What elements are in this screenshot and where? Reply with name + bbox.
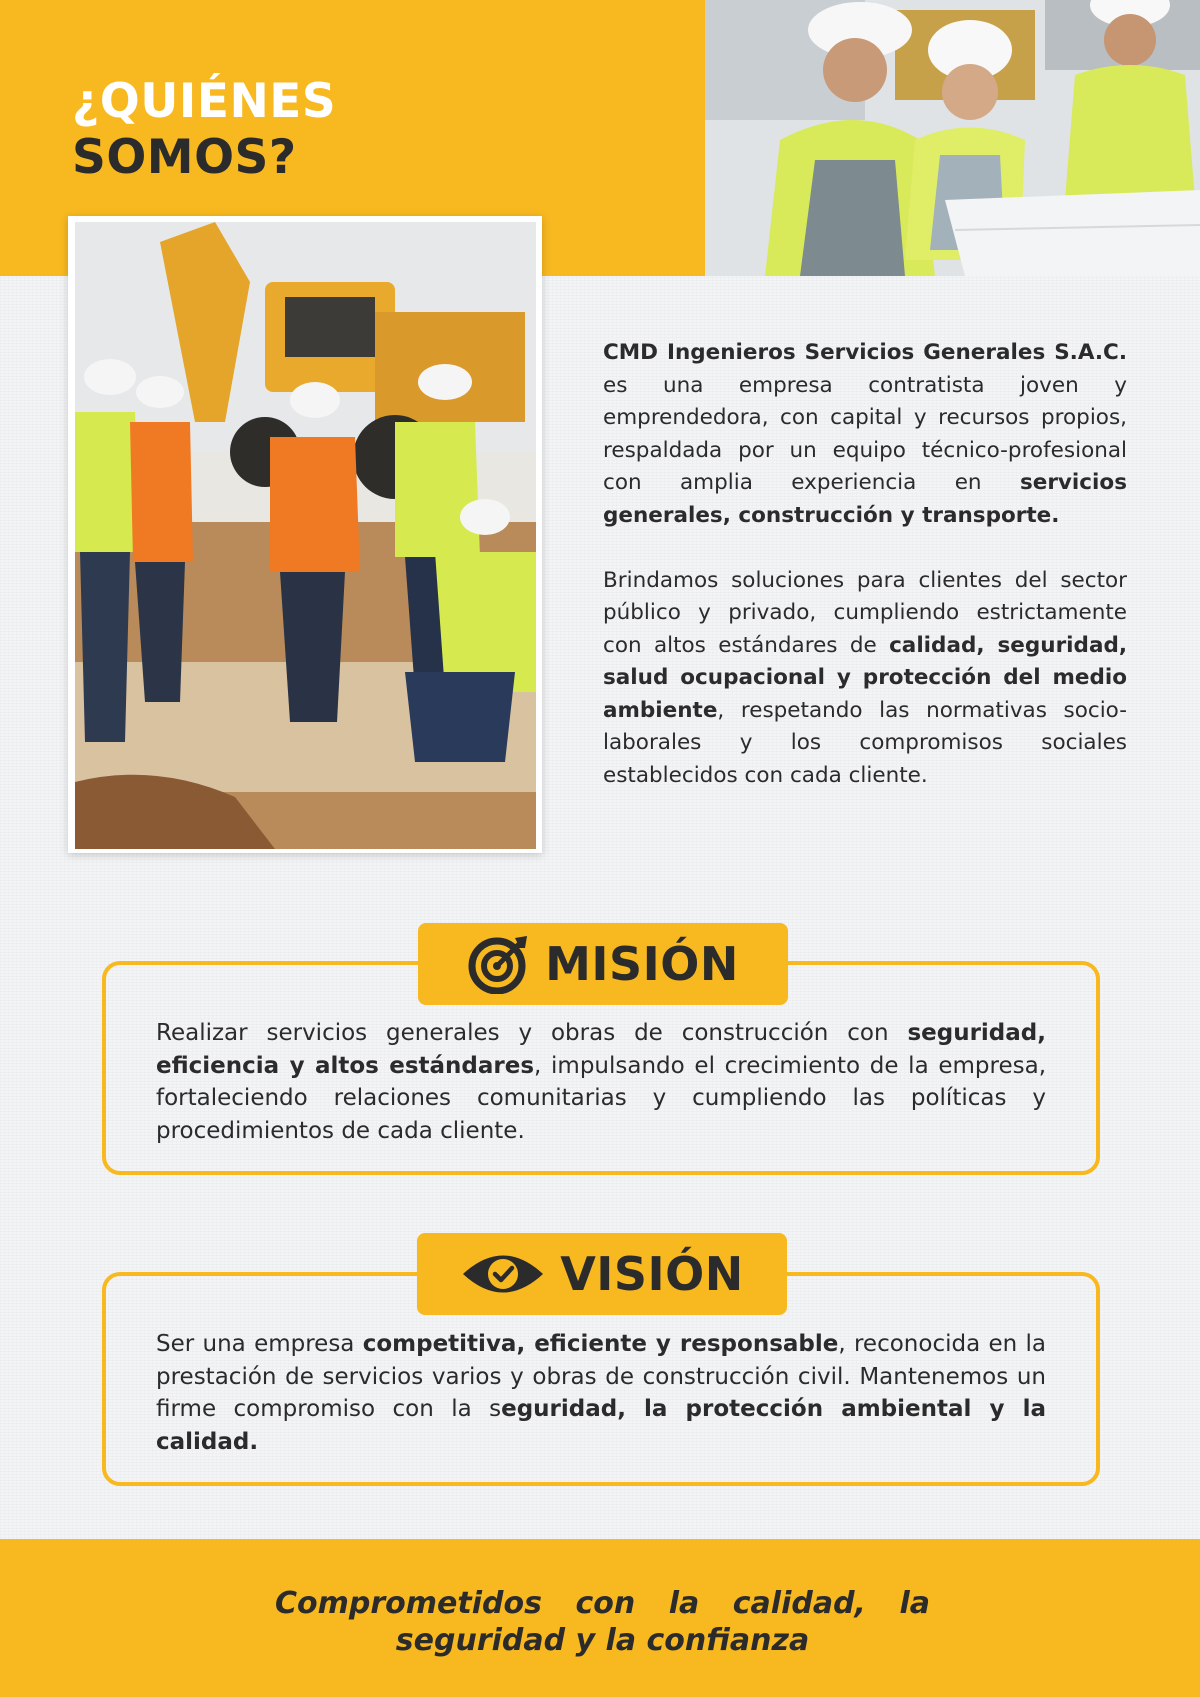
vision-text-1: Ser una empresa (156, 1331, 363, 1357)
company-description (603, 337, 1127, 792)
slogan-line-2: seguridad y la confianza (395, 1623, 810, 1658)
vision-bold-2: eguridad, la protección ambiental y la calidad. (156, 1396, 1047, 1455)
mission-text-2: , impulsando el crecimiento de la empresa, fortaleciendo relaciones comunitarias y cumpliendo las políticas y procedimientos de cada cliente. (156, 1052, 1047, 1144)
vision-text (156, 1328, 1046, 1458)
vision-text-2: , reconocida en la prestación de servicios varios y obras de construcción civil. Mantenemos un firme compromiso con la s (156, 1331, 1046, 1422)
eye-icon (460, 1249, 546, 1299)
mission-label: MISIÓN (545, 937, 739, 991)
vision-label: VISIÓN (560, 1247, 744, 1301)
engineers-reviewing-plans-photo (705, 0, 1200, 276)
construction-site-team-photo (75, 222, 536, 849)
mission-bold: seguridad, eficiencia y altos estándares (156, 1020, 1046, 1079)
intro-p1-text: es una empresa contratista joven y emprendedora, con capital y recursos propios, respaldada por un equipo técnico-profesional con amplia experiencia en (603, 372, 1127, 495)
title-line-2: SOMOS? (72, 130, 297, 185)
intro-p2-bold: calidad, seguridad, salud ocupacional y protección del medio ambiente (603, 632, 1128, 723)
company-name: CMD Ingenieros Servicios Generales S.A.C. (603, 340, 1127, 365)
slogan-line-1: Comprometidos con la calidad, la (275, 1586, 930, 1621)
vision-heading (417, 1233, 787, 1315)
intro-p2-text-1: Brindamos soluciones para clientes del sector público y privado, cumpliendo estrictamente con altos estándares de (603, 567, 1127, 658)
mission-text (156, 1017, 1046, 1147)
vision-bold-1: competitiva, eficiente y responsable (362, 1331, 839, 1357)
intro-paragraph-1 (603, 337, 1127, 532)
target-icon (467, 934, 531, 994)
intro-paragraph-2 (603, 565, 1127, 793)
intro-p2-text-2: , respetando las normativas socio-laborales y los compromisos sociales establecidos con cada cliente. (603, 697, 1127, 788)
intro-p1-bold: servicios generales, construcción y transporte. (603, 470, 1127, 528)
page-title (72, 74, 336, 186)
mission-text-1: Realizar servicios generales y obras de construcción con (156, 1020, 908, 1046)
title-line-1: ¿QUIÉNES (72, 74, 337, 129)
mission-heading (418, 923, 788, 1005)
footer-slogan (275, 1585, 930, 1659)
